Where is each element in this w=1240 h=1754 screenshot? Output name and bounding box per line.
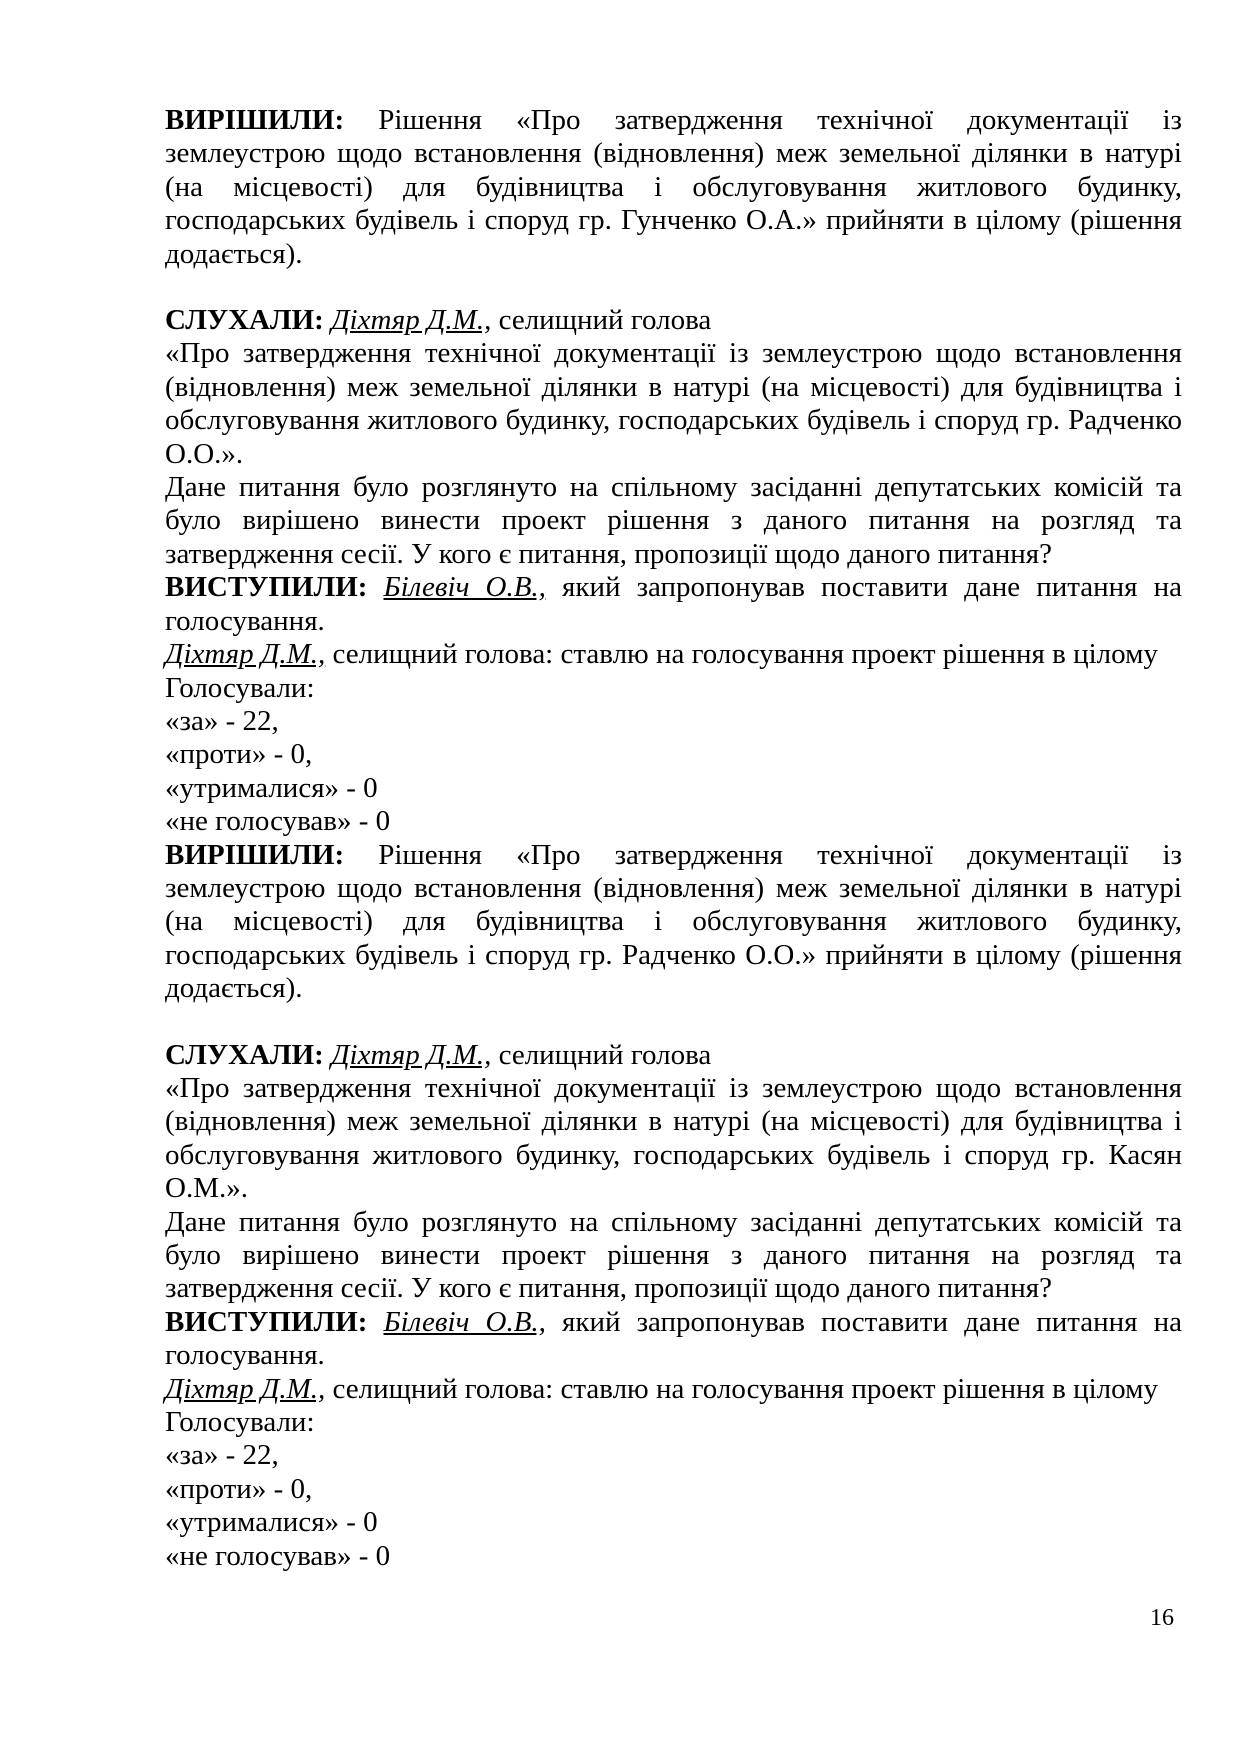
vote-abstain: «утрималися» - 0: [165, 1506, 378, 1539]
vote-not-voted: «не голосував» - 0: [165, 805, 391, 838]
voted-label: Голосували:: [165, 1406, 315, 1439]
vote-against: «проти» - 0,: [165, 1472, 313, 1505]
speaker-role: селищний голова: [498, 304, 712, 337]
chair-text: селищний голова: ставлю на голосування проект рішення в цілому: [332, 1372, 1158, 1405]
topic-paragraph: «Про затвердження технічної документації із землеустрою щодо встановлення (відновлення) меж земельної ділянки в натурі (на місцевості) для будівництва і обслуговування житлового будинку, господарських будівель і споруд гр. Касян О.М.».: [165, 1071, 1182, 1205]
decision-text: Рішення «Про затвердження технічної документації із землеустрою щодо встановлення (відновлення) меж земельної ділянки в натурі (на місцевості) для будівництва і обслуговування житлового будинку, господарських будівель і споруд гр. Гунченко О.А.» прийняти в цілому (рішення додається).: [165, 104, 1183, 270]
decided-label: ВИРІШИЛИ:: [165, 838, 345, 871]
speaker-name: Діхтяр Д.М.,: [331, 304, 492, 337]
chair-text: селищний голова: ставлю на голосування проект рішення в цілому: [332, 638, 1158, 671]
topic-paragraph: «Про затвердження технічної документації із землеустрою щодо встановлення (відновлення) меж земельної ділянки в натурі (на місцевості) для будівництва і обслуговування житлового будинку, господарських будівель і споруд гр. Радченко О.О.».: [165, 337, 1182, 470]
decided-label: ВИРІШИЛИ:: [165, 104, 345, 136]
document-page: [165, 104, 1182, 1573]
discussion-paragraph: Дане питання було розглянуто на спільному засіданні депутатських комісій та було вирішено винести проект рішення з даного питання на розгляд та затвердження сесії. У кого є питання, пропозиції щодо даного питання?: [165, 1205, 1182, 1305]
spoke-label: ВИСТУПИЛИ:: [165, 571, 368, 604]
vote-for: «за» - 22,: [165, 1439, 279, 1472]
vote-against: «проти» - 0,: [165, 738, 313, 771]
voted-label: Голосували:: [165, 671, 315, 704]
chair-line: [165, 1373, 1182, 1406]
vote-for: «за» - 22,: [165, 704, 279, 737]
chair-name: Діхтяр Д.М.,: [165, 638, 326, 671]
speaker-name: Білевіч О.В.,: [383, 571, 546, 604]
heard-line: [165, 304, 1182, 337]
speaker-name: Білевіч О.В.,: [383, 1305, 546, 1338]
spoke-paragraph: [165, 571, 1182, 638]
page-number: 16: [1150, 1605, 1174, 1631]
speaker-role: селищний голова: [498, 1038, 712, 1071]
heard-line: [165, 1039, 1182, 1072]
discussion-paragraph: Дане питання було розглянуто на спільному засіданні депутатських комісій та було вирішено винести проект рішення з даного питання на розгляд та затвердження сесії. У кого є питання, пропозиції щодо даного питання?: [165, 471, 1182, 570]
spoke-text: який запропонував поставити дане питання на голосування.: [165, 1305, 1183, 1372]
spacer: [165, 271, 1182, 304]
spoke-text: який запропонував поставити дане питання на голосування.: [165, 571, 1183, 637]
spacer: [165, 1006, 1182, 1039]
decision-paragraph: [165, 839, 1182, 1006]
chair-name: Діхтяр Д.М.,: [165, 1372, 326, 1405]
speaker-name: Діхтяр Д.М.,: [331, 1038, 492, 1071]
heard-label: СЛУХАЛИ:: [165, 1038, 324, 1071]
decision-text: Рішення «Про затвердження технічної документації із землеустрою щодо встановлення (відновлення) меж земельної ділянки в натурі (на місцевості) для будівництва і обслуговування житлового будинку, господарських будівель і споруд гр. Радченко О.О.» прийняти в цілому (рішення додається).: [165, 838, 1183, 1005]
decision-paragraph: [165, 104, 1182, 271]
heard-label: СЛУХАЛИ:: [165, 304, 324, 337]
vote-abstain: «утрималися» - 0: [165, 771, 378, 804]
chair-line: [165, 638, 1182, 671]
spoke-paragraph: [165, 1306, 1182, 1373]
spoke-label: ВИСТУПИЛИ:: [165, 1305, 368, 1338]
vote-not-voted: «не голосував» - 0: [165, 1539, 391, 1572]
